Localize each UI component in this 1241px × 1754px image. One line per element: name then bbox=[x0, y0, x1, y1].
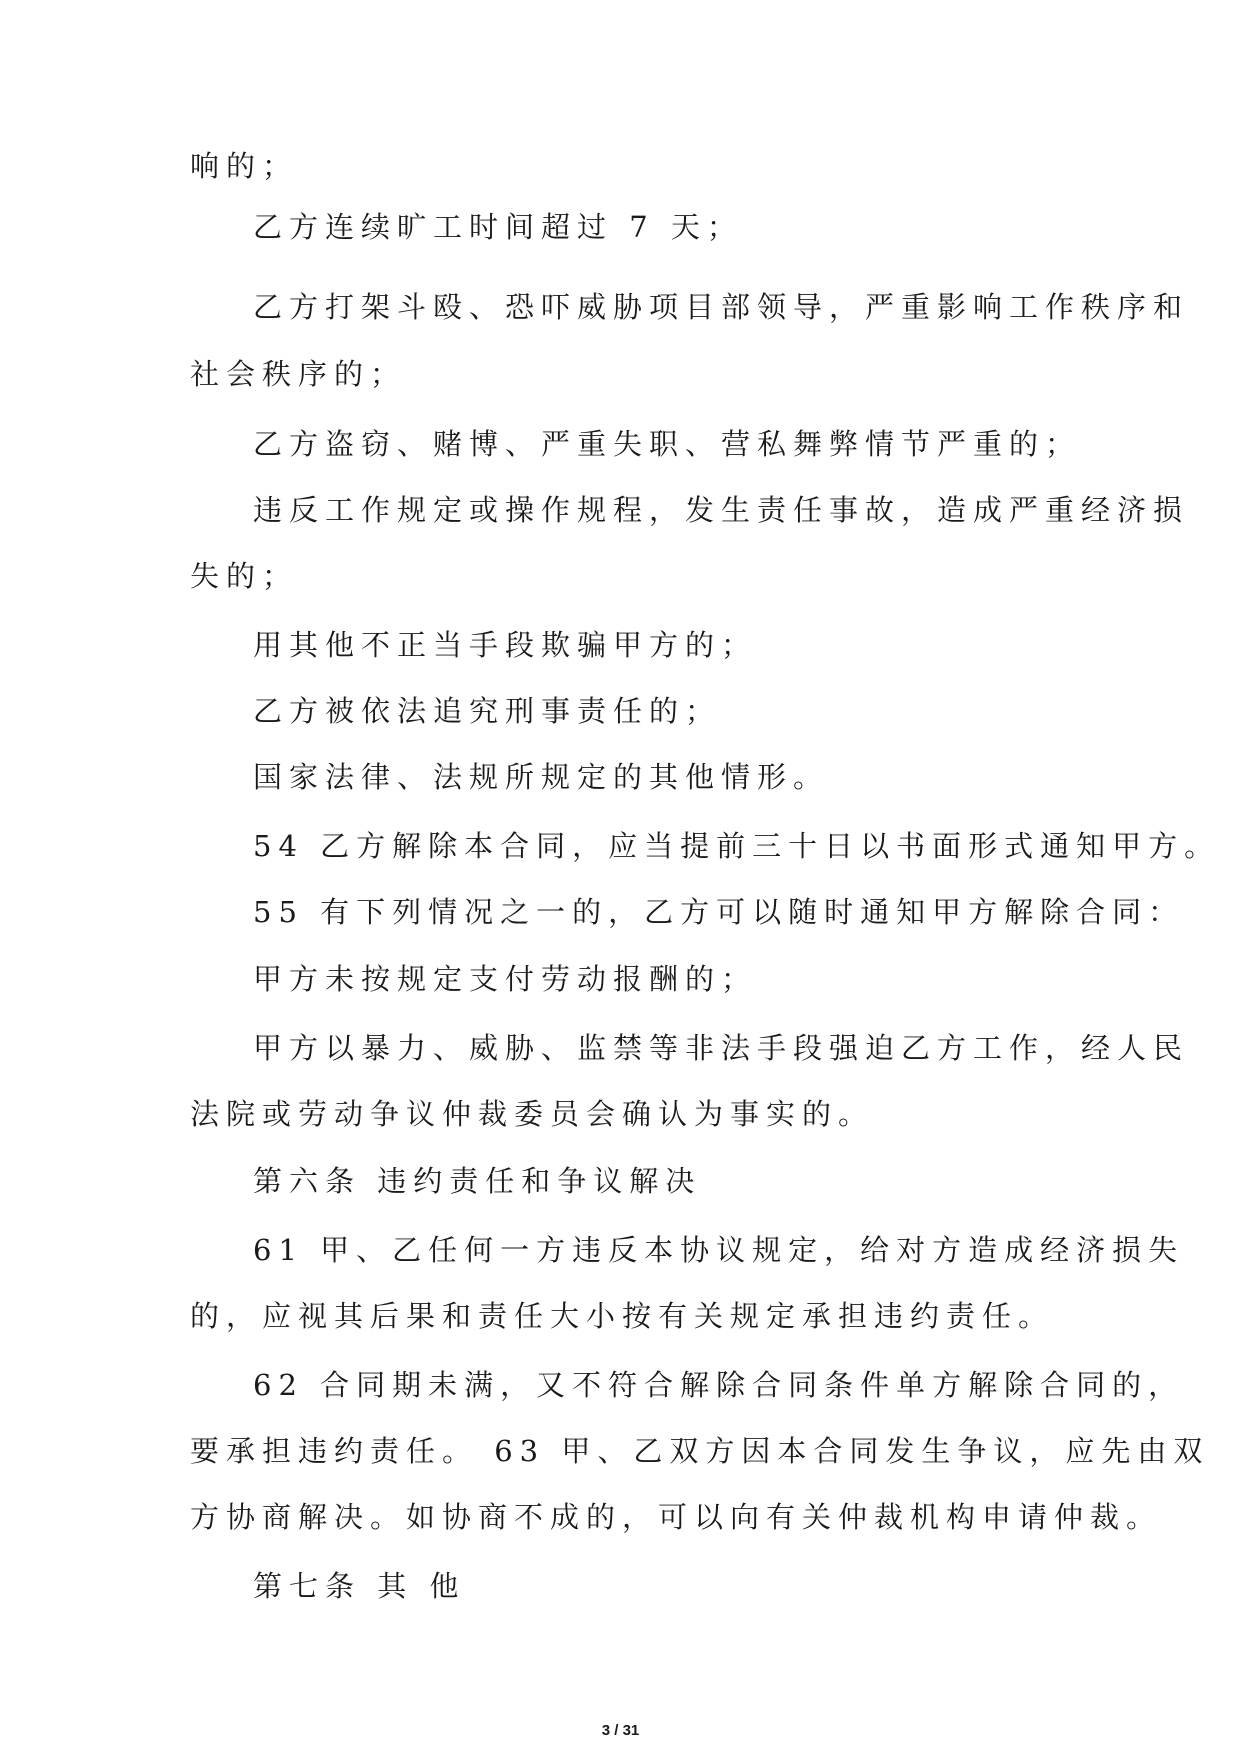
section-heading-7: 第七条 其 他 bbox=[253, 1569, 466, 1603]
text-line-11: 54 乙方解除本合同，应当提前三十日以书面形式通知甲方。 bbox=[253, 829, 1221, 863]
text-line-9: 乙方被依法追究刑事责任的； bbox=[253, 694, 722, 728]
text-line-8: 用其他不正当手段欺骗甲方的； bbox=[253, 628, 758, 662]
text-line-3: 乙方打架斗殴、恐吓威胁项目部领导，严重影响工作秩序和 bbox=[253, 290, 1190, 324]
text-line-10: 国家法律、法规所规定的其他情形。 bbox=[253, 760, 830, 794]
text-line-2: 乙方连续旷工时间超过 7 天； bbox=[253, 210, 743, 244]
text-line-21: 方协商解决。如协商不成的，可以向有关仲裁机构申请仲裁。 bbox=[190, 1500, 1163, 1534]
text-line-19: 62 合同期未满，又不符合解除合同条件单方解除合同的， bbox=[253, 1368, 1185, 1402]
text-line-18: 的，应视其后果和责任大小按有关规定承担违约责任。 bbox=[190, 1299, 1055, 1333]
text-line-1: 响的； bbox=[190, 149, 299, 183]
text-line-17: 61 甲、乙任何一方违反本协议规定，给对方造成经济损失 bbox=[253, 1233, 1185, 1267]
section-heading-6: 第六条 违约责任和争议解决 bbox=[253, 1164, 702, 1198]
text-line-15: 法院或劳动争议仲裁委员会确认为事实的。 bbox=[190, 1097, 875, 1131]
text-line-6: 违反工作规定或操作规程，发生责任事故，造成严重经济损 bbox=[253, 493, 1190, 527]
page-number: 3 / 31 bbox=[601, 1722, 640, 1739]
text-line-20: 要承担违约责任。 63 甲、乙双方因本合同发生争议，应先由双 bbox=[190, 1434, 1210, 1468]
text-line-13: 甲方未按规定支付劳动报酬的； bbox=[253, 962, 758, 996]
text-line-7: 失的； bbox=[190, 559, 299, 593]
text-line-12: 55 有下列情况之一的，乙方可以随时通知甲方解除合同： bbox=[253, 895, 1185, 929]
text-line-14: 甲方以暴力、威胁、监禁等非法手段强迫乙方工作，经人民 bbox=[253, 1031, 1190, 1065]
text-line-4: 社会秩序的； bbox=[190, 357, 407, 391]
text-line-5: 乙方盗窃、赌博、严重失职、营私舞弊情节严重的； bbox=[253, 427, 1082, 461]
